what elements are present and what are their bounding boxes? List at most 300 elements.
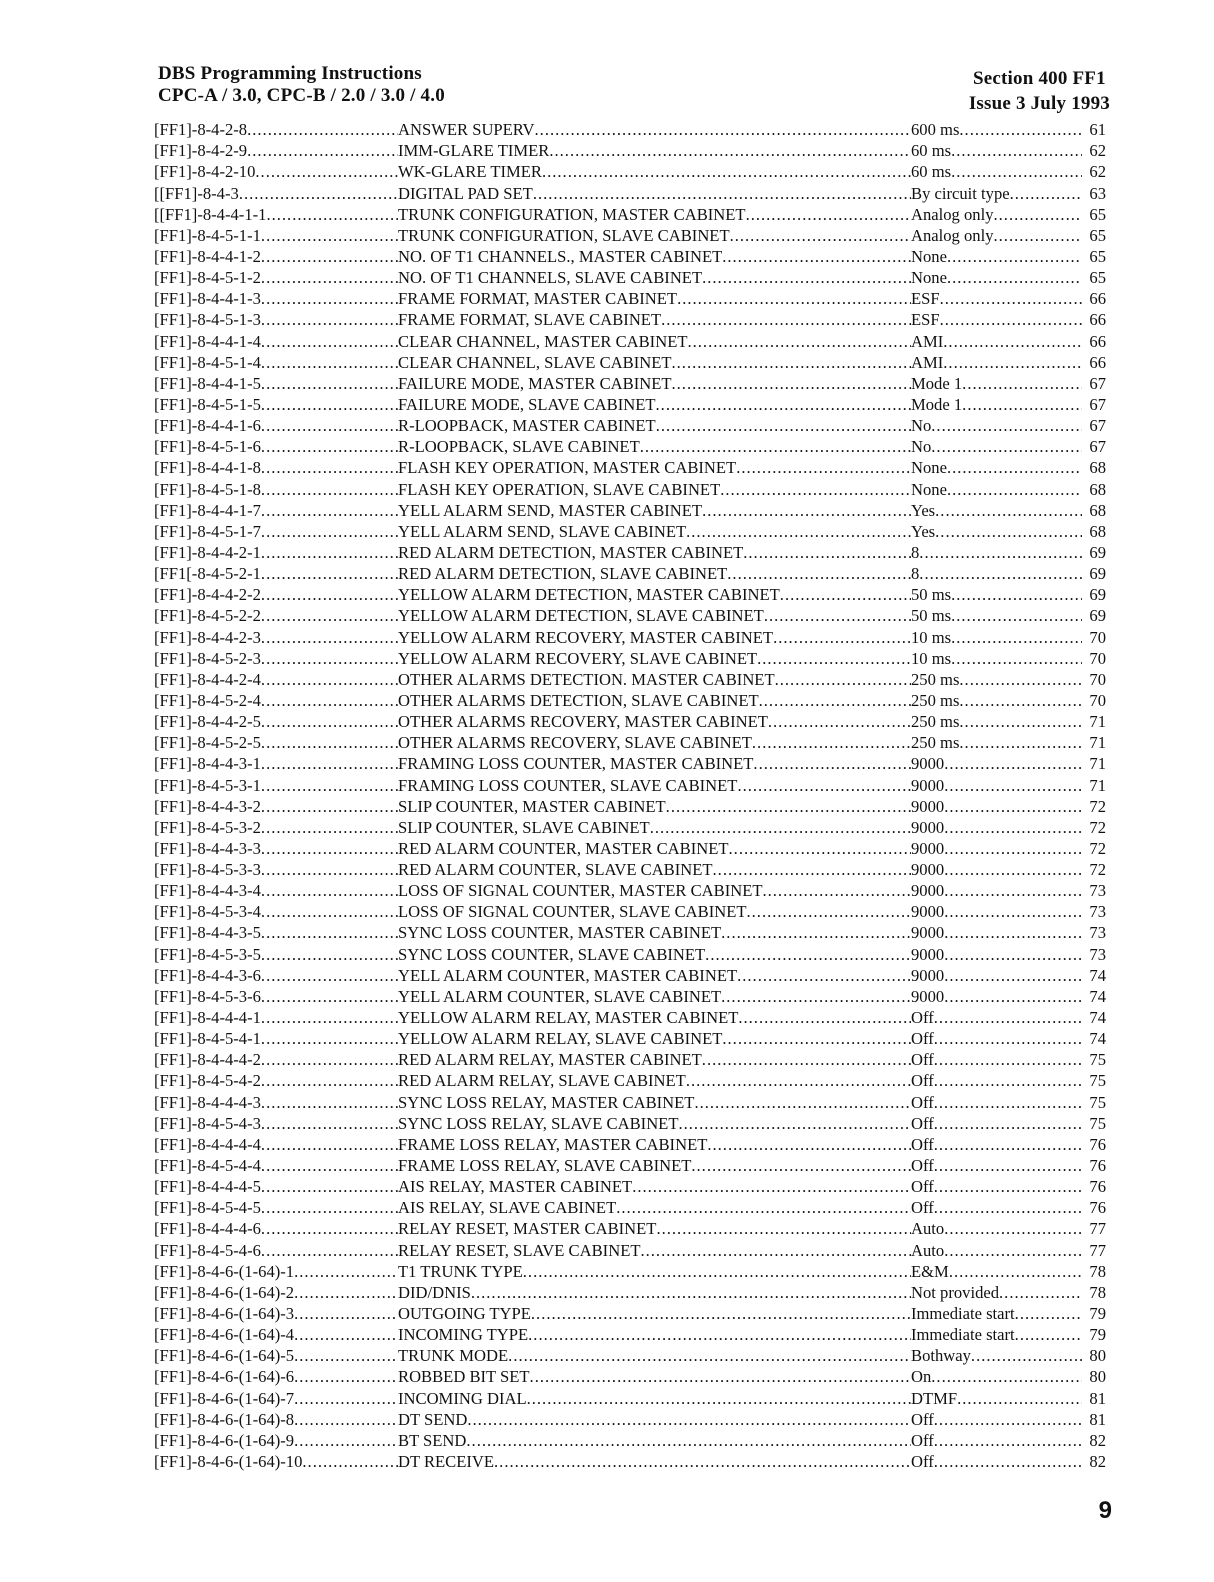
entry-code: [FF1]-8-4-4-2-5 <box>154 712 261 732</box>
entry-code: [FF1]-8-4-5-3-1 <box>154 775 261 795</box>
entry-value: Auto <box>911 1240 945 1260</box>
entry-title: FRAMING LOSS COUNTER, MASTER CABINET <box>398 754 754 774</box>
entry-title-cell <box>398 480 911 499</box>
entry-page: 66 <box>1089 352 1106 372</box>
entry-value: Off <box>911 1092 934 1112</box>
dot-leader <box>294 1325 398 1344</box>
entry-code: [FF1]-8-4-4-1-3 <box>154 289 261 309</box>
entry-value: ESF <box>911 289 940 309</box>
entry-value-cell <box>911 839 1082 858</box>
entry-code: [FF1]-8-4-4-3-5 <box>154 923 261 943</box>
entry-title-cell <box>398 628 911 647</box>
dot-leader <box>632 1177 911 1196</box>
entry-title: IMM-GLARE TIMER <box>398 141 550 161</box>
entry-title: ROBBED BIT SET <box>398 1367 530 1387</box>
entry-value-cell <box>911 606 1082 625</box>
entry-value-cell <box>911 564 1082 583</box>
entry-title: T1 TRUNK TYPE <box>398 1261 523 1281</box>
entry-value-cell <box>911 670 1082 689</box>
entry-title-cell <box>398 268 911 287</box>
entry-code-cell <box>154 987 398 1006</box>
entry-code: [FF1]-8-4-5-2-2 <box>154 606 261 626</box>
entry-code: [FF1]-8-4-5-3-5 <box>154 944 261 964</box>
entry-value: None <box>911 479 947 499</box>
entry-code: [FF1]-8-4-6-(1-64)-6 <box>154 1367 295 1387</box>
toc-row <box>154 499 1106 520</box>
entry-code-cell <box>154 1367 398 1386</box>
entry-code: [FF1]-8-4-5-4-1 <box>154 1029 261 1049</box>
entry-value: 8 <box>911 542 920 562</box>
dot-leader <box>494 1452 911 1471</box>
entry-value: 9000 <box>911 923 945 943</box>
dot-leader <box>722 1029 911 1048</box>
entry-value-cell <box>911 860 1082 879</box>
entry-value-cell <box>911 1346 1082 1365</box>
dot-leader <box>656 1219 911 1238</box>
entry-code: [[FF1]-8-4-3 <box>154 183 239 203</box>
entry-title: AIS RELAY, MASTER CABINET <box>398 1177 633 1197</box>
entry-page: 71 <box>1089 712 1106 732</box>
dot-leader <box>261 923 398 942</box>
entry-page: 67 <box>1089 373 1106 393</box>
entry-page: 77 <box>1089 1219 1106 1239</box>
dot-leader <box>944 923 1082 942</box>
dot-leader <box>261 670 398 689</box>
toc-row <box>154 921 1106 942</box>
header-section: Section 400 FF1 <box>972 68 1106 89</box>
dot-leader <box>261 606 398 625</box>
entry-title-cell <box>398 1029 911 1048</box>
dot-leader <box>247 141 398 160</box>
entry-value-cell <box>911 458 1082 477</box>
entry-page: 69 <box>1089 542 1106 562</box>
entry-title-cell <box>398 395 911 414</box>
entry-value: Off <box>911 1071 934 1091</box>
entry-page: 71 <box>1089 733 1106 753</box>
entry-value-cell <box>911 966 1082 985</box>
entry-title: DT RECEIVE <box>398 1452 495 1471</box>
toc-row <box>154 964 1106 985</box>
dot-leader <box>934 1093 1082 1112</box>
entry-page: 69 <box>1089 585 1106 605</box>
entry-code-cell <box>154 881 398 900</box>
dot-leader <box>951 649 1082 668</box>
dot-leader <box>261 754 398 773</box>
entry-title-cell <box>398 1114 911 1133</box>
entry-title-cell <box>398 923 911 942</box>
dot-leader <box>935 501 1082 520</box>
entry-title: INCOMING DIAL <box>398 1388 527 1408</box>
dot-leader <box>943 353 1082 372</box>
dot-leader <box>931 437 1082 456</box>
entry-page: 72 <box>1089 860 1106 880</box>
dot-leader <box>959 120 1082 139</box>
toc-row <box>154 329 1106 350</box>
entry-title: RED ALARM COUNTER, SLAVE CABINET <box>398 860 713 880</box>
entry-title-cell <box>398 585 911 604</box>
entry-code-cell <box>154 691 398 710</box>
entry-code-cell <box>154 797 398 816</box>
table-of-contents <box>154 118 1106 1471</box>
entry-title: LOSS OF SIGNAL COUNTER, MASTER CABINET <box>398 881 763 901</box>
entry-code-cell <box>154 416 398 435</box>
entry-title: YELLOW ALARM RELAY, SLAVE CABINET <box>398 1029 723 1049</box>
dot-leader <box>294 1262 398 1281</box>
entry-code-cell <box>154 966 398 985</box>
entry-code: [FF1]-8-4-6-(1-64)-5 <box>154 1346 295 1366</box>
entry-title-cell <box>398 818 911 837</box>
dot-leader <box>530 1367 911 1386</box>
entry-page: 72 <box>1089 796 1106 816</box>
entry-code-cell <box>154 1304 398 1323</box>
entry-code-cell <box>154 289 398 308</box>
dot-leader <box>764 606 911 625</box>
dot-leader <box>261 902 398 921</box>
document-header-left <box>158 63 445 107</box>
entry-code: [FF1]-8-4-5-1-8 <box>154 479 261 499</box>
entry-value: Off <box>911 1029 934 1049</box>
toc-row <box>154 752 1106 773</box>
page-number: 9 <box>1098 1497 1112 1524</box>
entry-value: None <box>911 268 947 288</box>
dot-leader <box>535 120 911 139</box>
entry-title-cell <box>398 966 911 985</box>
entry-page: 62 <box>1089 162 1106 182</box>
dot-leader <box>650 818 911 837</box>
entry-code-cell <box>154 458 398 477</box>
dot-leader <box>294 1283 398 1302</box>
dot-leader <box>261 712 398 731</box>
toc-row <box>154 942 1106 963</box>
toc-row <box>154 287 1106 308</box>
entry-value-cell <box>911 162 1082 181</box>
entry-code: [FF1]-8-4-6-(1-64)-10 <box>154 1452 303 1471</box>
dot-leader <box>944 902 1082 921</box>
dot-leader <box>640 437 911 456</box>
entry-code: [FF1]-8-4-4-1-6 <box>154 416 261 436</box>
entry-code-cell <box>154 945 398 964</box>
entry-value-cell <box>911 1114 1082 1133</box>
dot-leader <box>616 1198 911 1217</box>
entry-title: YELL ALARM COUNTER, MASTER CABINET <box>398 965 738 985</box>
entry-code: [FF1]-8-4-5-4-6 <box>154 1240 261 1260</box>
dot-leader <box>944 839 1082 858</box>
dot-leader <box>773 628 911 647</box>
entry-title-cell <box>398 649 911 668</box>
dot-leader <box>934 1410 1082 1429</box>
toc-row <box>154 1027 1106 1048</box>
entry-value: 60 ms <box>911 162 952 182</box>
entry-code: [FF1]-8-4-4-4-5 <box>154 1177 261 1197</box>
entry-value: Off <box>911 1452 934 1471</box>
entry-code: [FF1]-8-4-5-3-3 <box>154 860 261 880</box>
entry-value-cell <box>911 1452 1082 1471</box>
dot-leader <box>261 268 398 287</box>
entry-code: [FF1]-8-4-6-(1-64)-8 <box>154 1409 295 1429</box>
dot-leader <box>934 1431 1082 1450</box>
entry-value-cell <box>911 818 1082 837</box>
dot-leader <box>294 1346 398 1365</box>
entry-title-cell <box>398 1325 911 1344</box>
entry-title: WK-GLARE TIMER <box>398 162 542 182</box>
toc-row <box>154 710 1106 731</box>
entry-code-cell <box>154 1008 398 1027</box>
dot-leader <box>962 374 1082 393</box>
entry-code: [FF1]-8-4-5-1-2 <box>154 268 261 288</box>
dot-leader <box>261 776 398 795</box>
dot-leader <box>959 712 1082 731</box>
entry-code-cell <box>154 670 398 689</box>
entry-code-cell <box>154 332 398 351</box>
dot-leader <box>672 374 912 393</box>
entry-title: ANSWER SUPERV <box>398 120 535 140</box>
dot-leader <box>677 289 911 308</box>
toc-row <box>154 900 1106 921</box>
entry-page: 70 <box>1089 648 1106 668</box>
dot-leader <box>1010 184 1082 203</box>
entry-code: [FF1]-8-4-4-1-5 <box>154 373 261 393</box>
entry-value: Off <box>911 1177 934 1197</box>
entry-value-cell <box>911 1325 1082 1344</box>
entry-title-cell <box>398 733 911 752</box>
entry-code-cell <box>154 310 398 329</box>
entry-value-cell <box>911 1410 1082 1429</box>
dot-leader <box>686 522 911 541</box>
dot-leader <box>261 332 398 351</box>
toc-row <box>154 477 1106 498</box>
dot-leader <box>730 226 911 245</box>
dot-leader <box>261 945 398 964</box>
entry-value: Off <box>911 1134 934 1154</box>
dot-leader <box>261 247 398 266</box>
entry-code-cell <box>154 1283 398 1302</box>
toc-row <box>154 456 1106 477</box>
dot-leader <box>261 628 398 647</box>
dot-leader <box>261 437 398 456</box>
entry-page: 71 <box>1089 754 1106 774</box>
toc-row <box>154 773 1106 794</box>
entry-page: 80 <box>1089 1346 1106 1366</box>
entry-title: AIS RELAY, SLAVE CABINET <box>398 1198 617 1218</box>
entry-value: Yes <box>911 500 936 520</box>
entry-title: SLIP COUNTER, SLAVE CABINET <box>398 817 650 837</box>
entry-title: INCOMING TYPE <box>398 1325 529 1345</box>
dot-leader <box>729 839 911 858</box>
entry-title: YELLOW ALARM RECOVERY, MASTER CABINET <box>398 627 774 647</box>
entry-title-cell <box>398 120 911 139</box>
toc-row <box>154 879 1106 900</box>
entry-title-cell <box>398 797 911 816</box>
entry-title-cell <box>398 1135 911 1154</box>
entry-code: [FF1]-8-4-4-2-2 <box>154 585 261 605</box>
entry-page: 68 <box>1089 458 1106 478</box>
entry-title-cell <box>398 289 911 308</box>
entry-code-cell <box>154 1346 398 1365</box>
entry-code: [FF1]-8-4-5-4-3 <box>154 1113 261 1133</box>
entry-title: FRAME LOSS RELAY, MASTER CABINET <box>398 1134 708 1154</box>
entry-value: DTMF <box>911 1388 958 1408</box>
entry-title-cell <box>398 353 911 372</box>
entry-code-cell <box>154 226 398 245</box>
dot-leader <box>951 585 1082 604</box>
dot-leader <box>261 543 398 562</box>
entry-page: 68 <box>1089 500 1106 520</box>
entry-code-cell <box>154 923 398 942</box>
dot-leader <box>753 754 911 773</box>
toc-row <box>154 1006 1106 1027</box>
entry-title: BT SEND <box>398 1430 467 1450</box>
dot-leader <box>687 332 911 351</box>
entry-title: TRUNK MODE <box>398 1346 509 1366</box>
entry-page: 67 <box>1089 437 1106 457</box>
dot-leader <box>702 268 911 287</box>
entry-title: FLASH KEY OPERATION, SLAVE CABINET <box>398 479 721 499</box>
toc-row <box>154 858 1106 879</box>
dot-leader <box>531 1304 911 1323</box>
entry-title-cell <box>398 458 911 477</box>
entry-title-cell <box>398 1071 911 1090</box>
entry-code: [FF1]-8-4-6-(1-64)-7 <box>154 1388 295 1408</box>
entry-code: [FF1]-8-4-5-4-2 <box>154 1071 261 1091</box>
entry-code: [FF1]-8-4-5-4-5 <box>154 1198 261 1218</box>
entry-code: [FF1]-8-4-4-4-2 <box>154 1050 261 1070</box>
dot-leader <box>261 353 398 372</box>
dot-leader <box>727 564 911 583</box>
entry-title: TRUNK CONFIGURATION, SLAVE CABINET <box>398 225 730 245</box>
entry-value: 10 ms <box>911 627 952 647</box>
dot-leader <box>261 1135 398 1154</box>
dot-leader <box>261 501 398 520</box>
entry-code: [FF1]-8-4-6-(1-64)-1 <box>154 1261 295 1281</box>
entry-title-cell <box>398 606 911 625</box>
entry-value-cell <box>911 1029 1082 1048</box>
entry-title-cell <box>398 1262 911 1281</box>
entry-value-cell <box>911 437 1082 456</box>
entry-value: 9000 <box>911 796 945 816</box>
dot-leader <box>951 628 1082 647</box>
entry-title-cell <box>398 860 911 879</box>
entry-value-cell <box>911 501 1082 520</box>
entry-title: RED ALARM DETECTION, SLAVE CABINET <box>398 564 728 584</box>
toc-row <box>154 266 1106 287</box>
entry-value-cell <box>911 754 1082 773</box>
dot-leader <box>944 797 1082 816</box>
entry-title: NO. OF T1 CHANNELS, SLAVE CABINET <box>398 268 703 288</box>
toc-row <box>154 541 1106 562</box>
toc-row <box>154 1112 1106 1133</box>
dot-leader <box>780 585 911 604</box>
entry-page: 74 <box>1089 1029 1106 1049</box>
entry-value: By circuit type <box>911 183 1010 203</box>
dot-leader <box>959 670 1082 689</box>
dot-leader <box>294 1367 398 1386</box>
dot-leader <box>261 374 398 393</box>
dot-leader <box>467 1410 911 1429</box>
entry-page: 71 <box>1089 775 1106 795</box>
entry-value: Mode 1 <box>911 394 963 414</box>
entry-title: YELLOW ALARM RELAY, MASTER CABINET <box>398 1008 739 1028</box>
entry-page: 73 <box>1089 902 1106 922</box>
entry-value-cell <box>911 585 1082 604</box>
dot-leader <box>934 1071 1082 1090</box>
entry-title-cell <box>398 1389 911 1408</box>
entry-title-cell <box>398 501 911 520</box>
entry-value-cell <box>911 1050 1082 1069</box>
dot-leader <box>261 1198 398 1217</box>
dot-leader <box>686 1071 911 1090</box>
entry-title: YELLOW ALARM DETECTION, SLAVE CABINET <box>398 606 764 626</box>
entry-code-cell <box>154 1325 398 1344</box>
entry-code: [FF1]-8-4-5-3-4 <box>154 902 261 922</box>
entry-value-cell <box>911 1241 1082 1260</box>
entry-page: 73 <box>1089 923 1106 943</box>
entry-value: ESF <box>911 310 940 330</box>
entry-title: FAILURE MODE, SLAVE CABINET <box>398 394 656 414</box>
entry-value-cell <box>911 881 1082 900</box>
entry-value-cell <box>911 184 1082 203</box>
entry-value: AMI <box>911 352 944 372</box>
entry-value: 9000 <box>911 881 945 901</box>
dot-leader <box>666 797 911 816</box>
entry-code-cell <box>154 1029 398 1048</box>
dot-leader <box>934 1156 1082 1175</box>
dot-leader <box>261 395 398 414</box>
entry-code-cell <box>154 902 398 921</box>
dot-leader <box>713 860 911 879</box>
entry-value: 9000 <box>911 838 945 858</box>
entry-value-cell <box>911 691 1082 710</box>
dot-leader <box>940 289 1082 308</box>
entry-code: [FF1]-8-4-4-2-4 <box>154 669 261 689</box>
entry-value: 50 ms <box>911 606 952 626</box>
dot-leader <box>959 733 1082 752</box>
entry-page: 70 <box>1089 669 1106 689</box>
dot-leader <box>261 691 398 710</box>
dot-leader <box>261 797 398 816</box>
dot-leader <box>775 670 911 689</box>
entry-value: Auto <box>911 1219 945 1239</box>
entry-title-cell <box>398 1367 911 1386</box>
dot-leader <box>762 881 911 900</box>
entry-page: 80 <box>1089 1367 1106 1387</box>
dot-leader <box>508 1346 911 1365</box>
entry-title-cell <box>398 184 911 203</box>
dot-leader <box>466 1431 911 1450</box>
dot-leader <box>261 987 398 1006</box>
entry-code-cell <box>154 1431 398 1450</box>
dot-leader <box>294 1431 398 1450</box>
entry-value: Bothway <box>911 1346 971 1366</box>
toc-row <box>154 731 1106 752</box>
entry-code-cell <box>154 268 398 287</box>
dot-leader <box>959 691 1082 710</box>
entry-title-cell <box>398 522 911 541</box>
entry-value-cell <box>911 1156 1082 1175</box>
entry-title-cell <box>398 162 911 181</box>
dot-leader <box>261 1050 398 1069</box>
toc-row <box>154 203 1106 224</box>
entry-title-cell <box>398 226 911 245</box>
entry-page: 72 <box>1089 838 1106 858</box>
dot-leader <box>261 522 398 541</box>
dot-leader <box>261 1177 398 1196</box>
entry-title: FAILURE MODE, MASTER CABINET <box>398 373 672 393</box>
entry-value-cell <box>911 1198 1082 1217</box>
entry-title-cell <box>398 1452 911 1471</box>
entry-code: [FF1]-8-4-4-1-7 <box>154 500 261 520</box>
dot-leader <box>934 1452 1082 1471</box>
entry-code: [FF1]-8-4-6-(1-64)-4 <box>154 1325 295 1345</box>
